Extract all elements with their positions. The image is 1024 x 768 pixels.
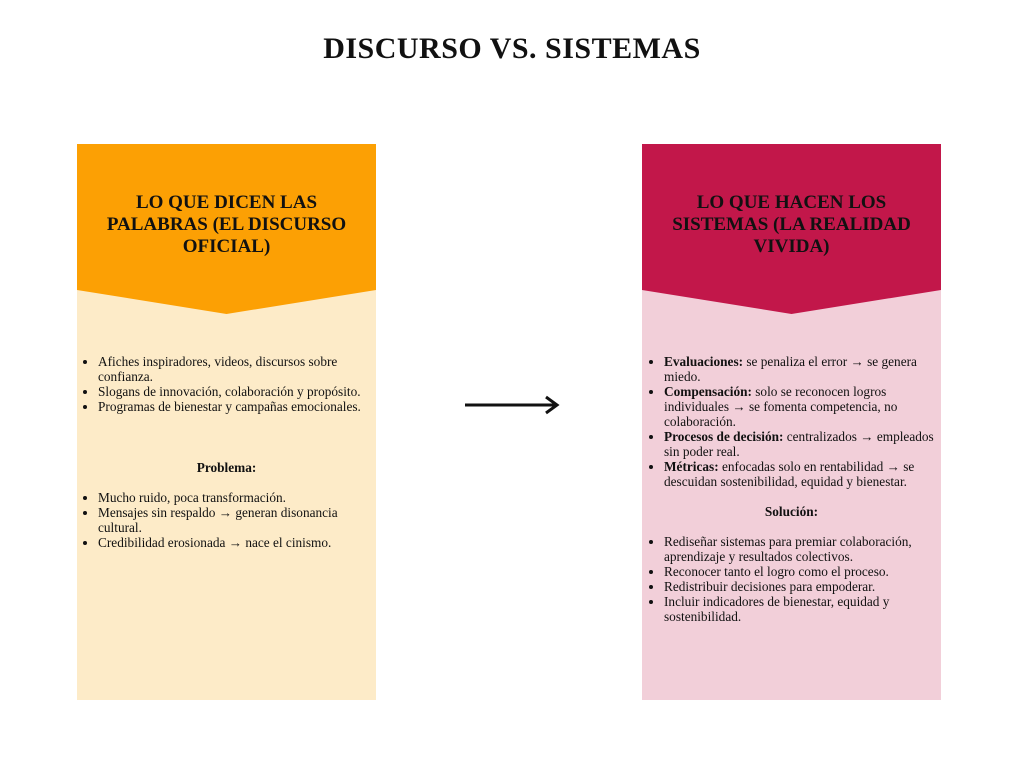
item-label: Métricas: (664, 459, 719, 474)
list-item (664, 459, 939, 489)
discourse-card-body (77, 354, 376, 550)
systems-card (642, 144, 941, 700)
arrow-right-icon (464, 394, 560, 416)
solution-heading: Solución: (764, 504, 819, 519)
solution-list (642, 534, 939, 624)
list-item: • Programas de bienestar y campañas emocionales. (98, 399, 362, 414)
list-item: • Credibilidad erosionada → nace el cinismo. (98, 535, 362, 550)
discourse-card-header (77, 144, 376, 314)
problem-list (77, 490, 362, 550)
list-item (664, 429, 939, 459)
systems-card-title: LO QUE HACEN LOS SISTEMAS (LA REALIDAD VIVIDA) (672, 192, 911, 257)
item-label: Compensación: (664, 384, 752, 399)
list-item (664, 384, 939, 429)
discourse-card-title: LO QUE DICEN LAS PALABRAS (EL DISCURSO OFICIAL) (106, 192, 347, 257)
list-item: • Redistribuir decisiones para empoderar. (664, 579, 939, 594)
systems-card-header (642, 144, 941, 314)
list-item (664, 354, 939, 384)
problem-heading: Problema: (196, 460, 257, 475)
discourse-card (77, 144, 376, 700)
systems-list (642, 354, 939, 489)
list-item: • Mucho ruido, poca transformación. (98, 490, 362, 505)
item-text: solo se reconocen logros individuales → se fomenta competencia, no colaboración. (664, 384, 898, 429)
list-item: • Incluir indicadores de bienestar, equidad y sostenibilidad. (664, 594, 939, 624)
item-text: centralizados → empleados sin poder real. (664, 429, 934, 459)
list-item: • Mensajes sin respaldo → generan disonancia cultural. (98, 505, 362, 535)
list-item: • Slogans de innovación, colaboración y propósito. (98, 384, 362, 399)
systems-card-body (642, 354, 941, 624)
item-text: se penaliza el error → se genera miedo. (664, 354, 917, 384)
item-label: Evaluaciones: (664, 354, 744, 369)
item-label: Procesos de decisión: (664, 429, 784, 444)
list-item: • Afiches inspiradores, videos, discursos sobre confianza. (98, 354, 362, 384)
item-text: enfocadas solo en rentabilidad → se descuidan sostenibilidad, equidad y bienestar. (664, 459, 915, 489)
list-item: • Reconocer tanto el logro como el proceso. (664, 564, 939, 579)
list-item: • Rediseñar sistemas para premiar colaboración, aprendizaje y resultados colectivos. (664, 534, 939, 564)
discourse-list (77, 354, 362, 414)
page-title: DISCURSO VS. SISTEMAS (323, 32, 701, 65)
